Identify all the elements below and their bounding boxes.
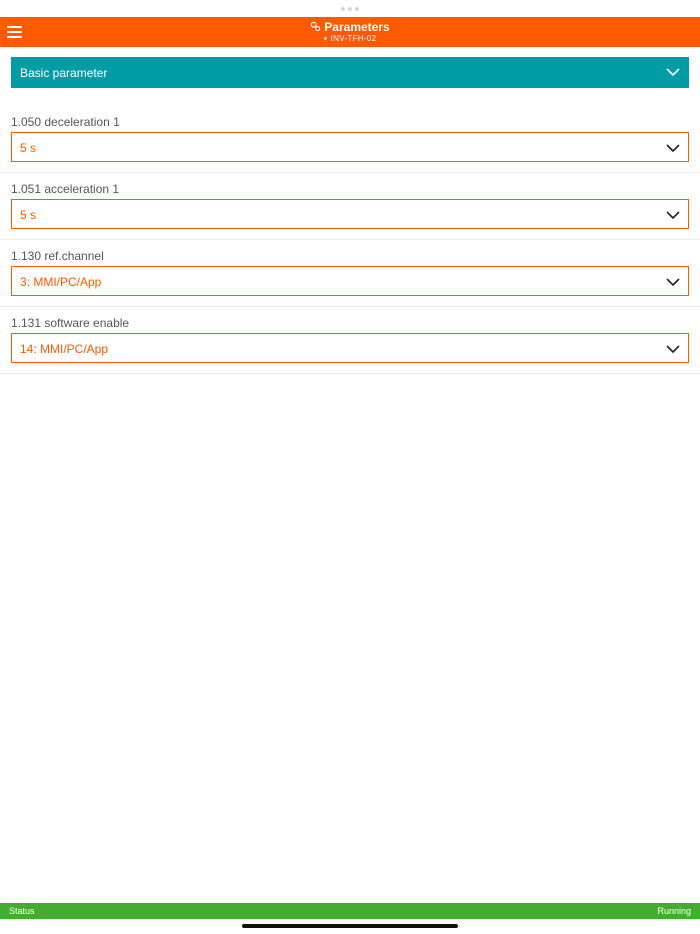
device-subtitle-container (0, 34, 700, 44)
chevron-down-icon (666, 142, 680, 154)
param-select-ref-channel[interactable] (11, 266, 689, 296)
chevron-down-icon (666, 66, 680, 78)
param-row-software-enable (0, 307, 700, 374)
section-label: Basic parameter (20, 65, 108, 80)
param-select-deceleration[interactable] (11, 132, 689, 162)
app-header (0, 17, 700, 47)
connection-dot-icon (324, 37, 327, 40)
param-select-software-enable[interactable] (11, 333, 689, 363)
param-label: 1.131 software enable (11, 316, 130, 330)
param-row-ref-channel (0, 240, 700, 307)
chevron-down-icon (666, 343, 680, 355)
param-row-acceleration (0, 173, 700, 240)
multitasking-dots[interactable] (341, 7, 359, 11)
status-label: Status (9, 906, 35, 916)
status-value: Running (657, 906, 691, 916)
section-basic-parameter[interactable] (11, 57, 689, 88)
param-value: 5 s (20, 141, 37, 155)
param-label: 1.050 deceleration 1 (11, 115, 120, 129)
status-bar (0, 903, 700, 919)
chevron-down-icon (666, 276, 680, 288)
param-value: 5 s (20, 208, 37, 222)
home-indicator[interactable] (242, 924, 458, 928)
param-select-acceleration[interactable] (11, 199, 689, 229)
gear-icon (310, 21, 321, 32)
param-label: 1.130 ref.channel (11, 249, 104, 263)
device-name: INV-TFH-02 (330, 34, 377, 43)
param-label: 1.051 acceleration 1 (11, 182, 120, 196)
page-title: Parameters (324, 20, 390, 34)
param-row-deceleration (0, 106, 700, 173)
chevron-down-icon (666, 209, 680, 221)
page-title-container (0, 20, 700, 34)
param-value: 3: MMI/PC/App (20, 275, 102, 289)
param-value: 14: MMI/PC/App (20, 342, 109, 356)
